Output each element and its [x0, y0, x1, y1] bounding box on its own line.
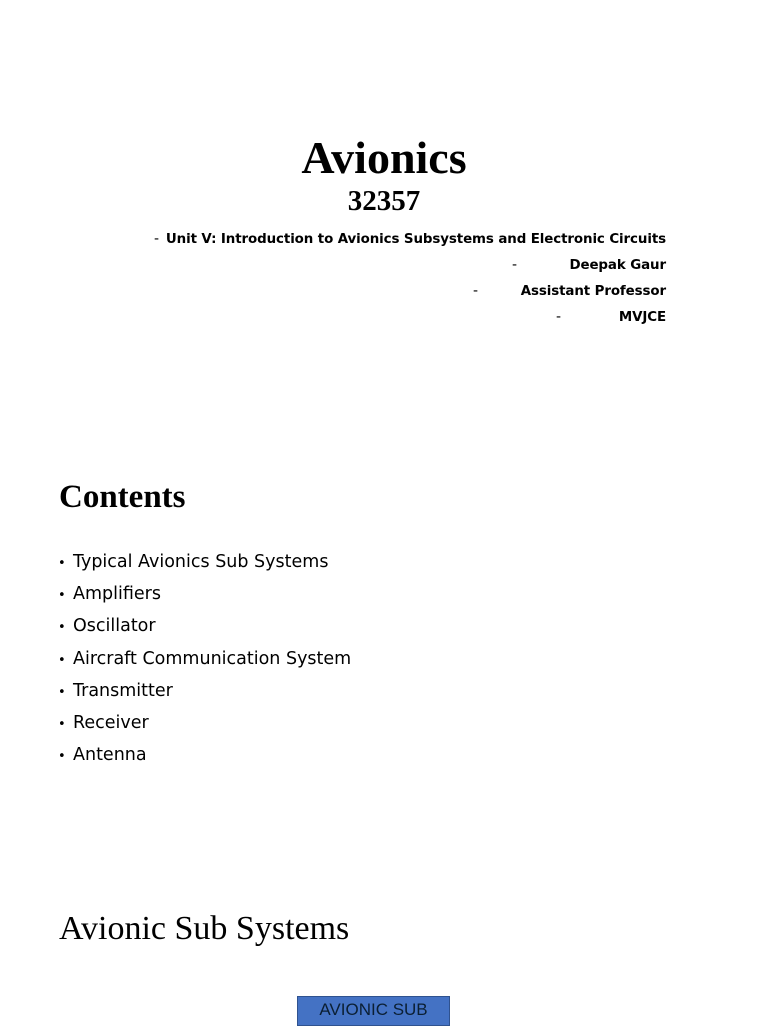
diagram-node-avionic-sub: AVIONIC SUB [297, 996, 450, 1026]
list-item [58, 709, 351, 741]
dash-marker: - [154, 231, 160, 247]
list-item-text: Aircraft Communication System [73, 648, 352, 669]
subtitle-line-institution [0, 308, 768, 330]
list-item-text: Amplifiers [73, 584, 161, 605]
subtitle-line-author [0, 256, 768, 278]
bullet-marker: • [58, 556, 66, 571]
section-heading: Avionic Sub Systems [59, 910, 350, 947]
list-item-text: Typical Avionics Sub Systems [73, 552, 329, 572]
list-item-text: Antenna [73, 745, 147, 766]
contents-list [58, 548, 351, 773]
bullet-marker: • [58, 749, 66, 765]
author-position: Assistant Professor [520, 284, 666, 299]
dash-marker: - [473, 283, 479, 299]
list-item-text: Receiver [73, 712, 149, 733]
unit-title: Unit V: Introduction to Avionics Subsystems and Electronic Circuits [165, 232, 666, 247]
bullet-marker: • [58, 620, 66, 636]
author-name: Deepak Gaur [569, 258, 666, 273]
contents-heading: Contents [59, 479, 186, 515]
list-item [58, 612, 351, 644]
list-item [58, 741, 351, 773]
subtitle-line-unit [0, 230, 768, 252]
list-item [58, 548, 351, 580]
list-item [58, 580, 351, 612]
list-item-text: Oscillator [73, 616, 156, 637]
dash-marker: - [512, 257, 518, 273]
bullet-marker: • [58, 588, 66, 604]
institution: MVJCE [618, 310, 666, 325]
course-code: 32357 [347, 185, 421, 217]
list-item-text: Transmitter [73, 680, 173, 701]
dash-marker: - [556, 309, 562, 325]
list-item [58, 645, 351, 677]
bullet-marker: • [58, 716, 66, 732]
list-item [58, 677, 351, 709]
bullet-marker: • [58, 652, 66, 668]
slide-title: Avionics [301, 132, 467, 183]
bullet-marker: • [58, 684, 66, 700]
subtitle-line-position [0, 282, 768, 304]
